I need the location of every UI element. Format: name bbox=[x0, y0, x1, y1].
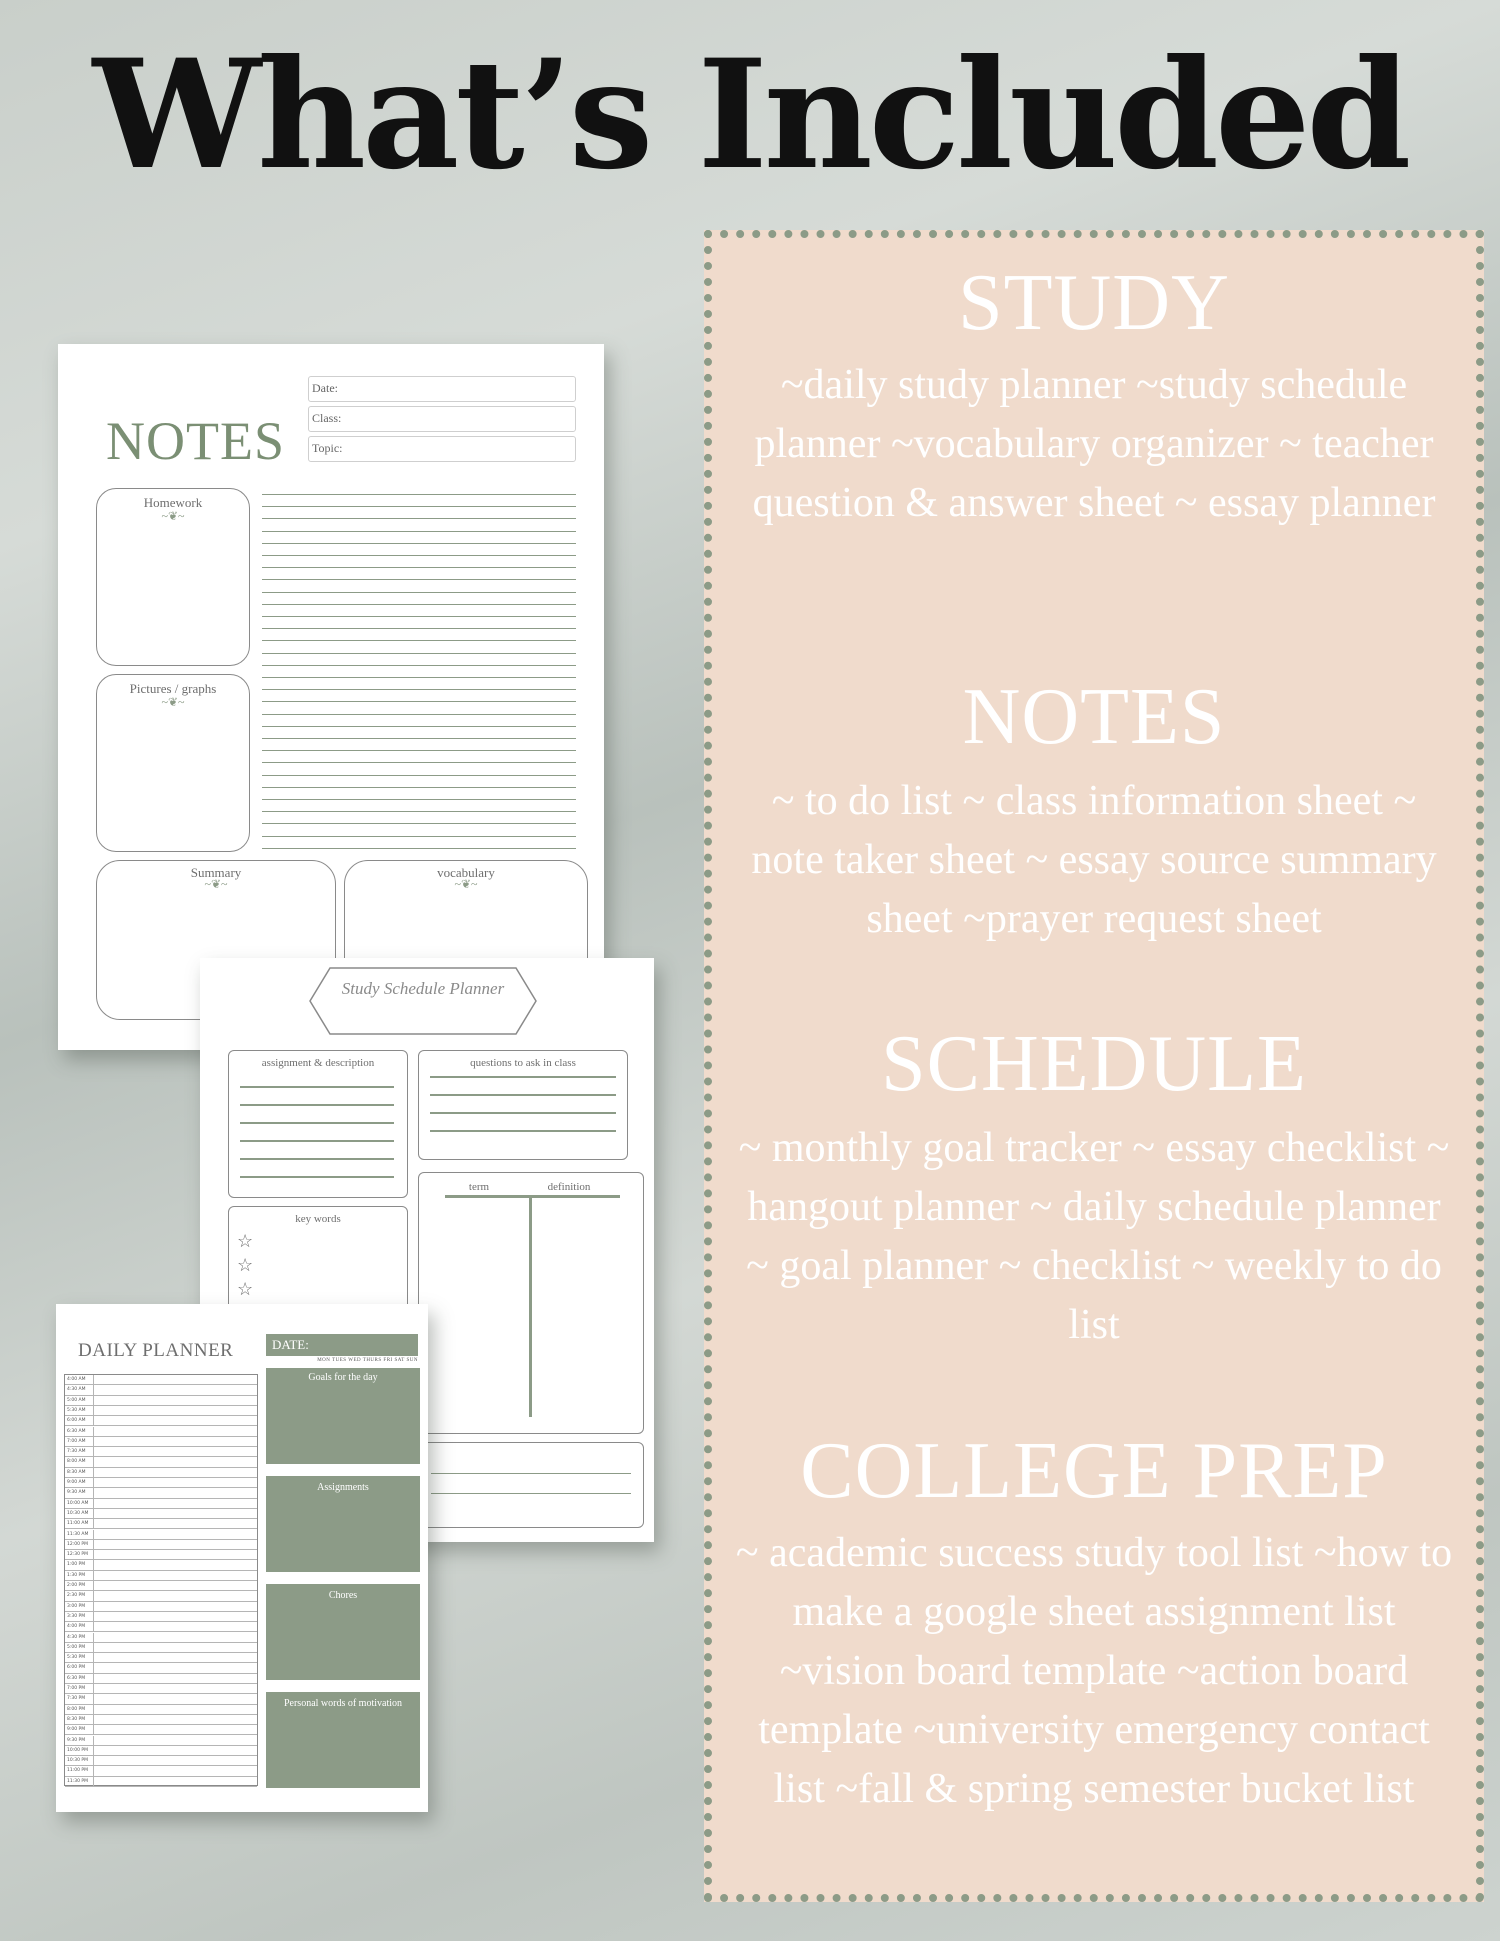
ruled-line bbox=[240, 1122, 394, 1124]
flourish-icon: ~❦~ bbox=[454, 877, 478, 891]
ruled-line bbox=[262, 604, 576, 605]
flourish-icon: ~❦~ bbox=[161, 509, 185, 523]
time-slot-row bbox=[65, 1519, 257, 1529]
time-slot-row bbox=[65, 1427, 257, 1437]
ruled-line bbox=[240, 1176, 394, 1178]
time-slot-label: 4:30 PM bbox=[67, 1634, 86, 1640]
time-slot-divider bbox=[93, 1519, 94, 1528]
time-slot-row bbox=[65, 1499, 257, 1509]
time-slot-row bbox=[65, 1591, 257, 1601]
time-slot-row bbox=[65, 1715, 257, 1725]
time-slot-label: 8:00 PM bbox=[67, 1706, 86, 1712]
time-slot-label: 11:00 AM bbox=[67, 1521, 89, 1527]
time-slot-divider bbox=[93, 1375, 94, 1384]
ruled-line bbox=[262, 592, 576, 593]
time-slot-row bbox=[65, 1416, 257, 1426]
included-list-panel bbox=[704, 230, 1484, 1902]
time-slot-label: 5:00 PM bbox=[67, 1644, 86, 1650]
flourish-icon: ~❦~ bbox=[204, 877, 228, 891]
time-slot-divider bbox=[93, 1756, 94, 1765]
star-icon: ☆ bbox=[237, 1255, 254, 1275]
time-slot-divider bbox=[93, 1447, 94, 1456]
time-slot-divider bbox=[93, 1581, 94, 1590]
notes-page-preview bbox=[58, 344, 604, 1050]
goals-box bbox=[266, 1368, 420, 1464]
time-slot-label: 3:30 PM bbox=[67, 1613, 86, 1619]
term-definition-box bbox=[418, 1172, 644, 1434]
time-slot-row bbox=[65, 1396, 257, 1406]
assignments-box bbox=[266, 1476, 420, 1572]
study-page-title: Study Schedule Planner bbox=[341, 979, 505, 998]
ruled-line bbox=[262, 738, 576, 739]
keywords-label: key words bbox=[295, 1213, 341, 1225]
study-heading: STUDY bbox=[958, 259, 1230, 347]
time-slot-label: 6:30 PM bbox=[67, 1675, 86, 1681]
time-slot-row bbox=[65, 1633, 257, 1643]
ruled-line bbox=[262, 811, 576, 812]
ruled-line bbox=[262, 616, 576, 617]
ruled-line bbox=[262, 518, 576, 519]
time-slot-row bbox=[65, 1756, 257, 1766]
ruled-line bbox=[262, 543, 576, 544]
pictures-label: Pictures / graphs bbox=[129, 681, 217, 696]
ruled-line bbox=[240, 1104, 394, 1106]
flourish-icon: ~❦~ bbox=[161, 695, 185, 709]
ruled-line bbox=[262, 836, 576, 837]
notes-page-title: NOTES bbox=[106, 411, 285, 471]
time-slot-divider bbox=[93, 1746, 94, 1755]
daily-planner-title: DAILY PLANNER bbox=[78, 1340, 234, 1361]
ruled-line bbox=[262, 506, 576, 507]
time-slot-label: 6:00 PM bbox=[67, 1665, 86, 1671]
ruled-line bbox=[430, 1112, 616, 1114]
time-slot-row bbox=[65, 1375, 257, 1385]
ruled-line bbox=[240, 1140, 394, 1142]
schedule-heading: SCHEDULE bbox=[881, 1020, 1307, 1108]
time-slot-divider bbox=[93, 1530, 94, 1539]
time-slot-label: 4:00 PM bbox=[67, 1624, 86, 1630]
ruled-line bbox=[262, 823, 576, 824]
time-slot-divider bbox=[93, 1591, 94, 1600]
time-slot-divider bbox=[93, 1622, 94, 1631]
time-slot-row bbox=[65, 1746, 257, 1756]
time-slot-label: 11:30 PM bbox=[67, 1778, 88, 1784]
assignments-label: Assignments bbox=[317, 1482, 369, 1493]
time-slot-label: 7:30 AM bbox=[67, 1449, 86, 1455]
ruled-line bbox=[240, 1158, 394, 1160]
time-slot-label: 9:00 AM bbox=[67, 1480, 86, 1485]
time-slot-row bbox=[65, 1777, 257, 1787]
time-slot-label: 8:30 AM bbox=[67, 1469, 86, 1475]
assignment-label: assignment & description bbox=[261, 1057, 375, 1069]
time-slot-row bbox=[65, 1550, 257, 1560]
ruled-line bbox=[262, 640, 576, 641]
time-slot-row bbox=[65, 1406, 257, 1416]
time-slot-divider bbox=[93, 1488, 94, 1497]
time-slot-divider bbox=[93, 1612, 94, 1621]
ruled-line bbox=[262, 665, 576, 666]
time-slot-divider bbox=[93, 1715, 94, 1724]
time-slot-divider bbox=[93, 1694, 94, 1703]
time-slot-divider bbox=[93, 1416, 94, 1425]
time-slot-label: 7:00 AM bbox=[67, 1438, 86, 1444]
time-slot-divider bbox=[93, 1406, 94, 1415]
ruled-line bbox=[262, 750, 576, 751]
date-field: Date: bbox=[308, 376, 576, 402]
time-slot-divider bbox=[93, 1468, 94, 1477]
motivation-box bbox=[266, 1692, 420, 1788]
ruled-line bbox=[430, 1130, 616, 1132]
time-slot-label: 7:00 PM bbox=[67, 1686, 86, 1691]
ruled-line bbox=[262, 787, 576, 788]
time-slot-divider bbox=[93, 1550, 94, 1559]
title-frame bbox=[308, 966, 538, 1036]
time-slot-row bbox=[65, 1612, 257, 1622]
bottom-box bbox=[418, 1442, 644, 1528]
time-slot-label: 11:30 AM bbox=[67, 1531, 89, 1537]
time-slot-divider bbox=[93, 1540, 94, 1549]
time-grid bbox=[64, 1374, 258, 1786]
column-divider bbox=[529, 1195, 532, 1417]
time-slot-row bbox=[65, 1457, 257, 1467]
time-slot-divider bbox=[93, 1643, 94, 1652]
ruled-line bbox=[262, 726, 576, 727]
time-slot-label: 2:00 PM bbox=[67, 1583, 86, 1588]
notes-heading: NOTES bbox=[962, 673, 1226, 761]
pictures-box bbox=[96, 674, 250, 852]
time-slot-divider bbox=[93, 1499, 94, 1508]
time-slot-label: 8:00 AM bbox=[67, 1459, 86, 1465]
time-slot-label: 12:00 PM bbox=[67, 1541, 88, 1547]
ruled-line bbox=[262, 567, 576, 568]
summary-label: Summary bbox=[190, 865, 242, 880]
ruled-line bbox=[262, 689, 576, 690]
time-slot-label: 5:30 AM bbox=[67, 1407, 86, 1413]
time-slot-label: 10:00 PM bbox=[67, 1747, 88, 1753]
schedule-items: ~ monthly goal tracker ~ essay checklist ~ hangout planner ~ daily schedule planner ~ goal planner ~ checklist ~ weekly to do list bbox=[738, 1125, 1450, 1348]
time-slot-row bbox=[65, 1725, 257, 1735]
time-slot-label: 6:00 AM bbox=[67, 1418, 86, 1424]
time-slot-divider bbox=[93, 1725, 94, 1734]
time-slot-label: 11:00 PM bbox=[67, 1768, 88, 1774]
time-slot-label: 6:30 AM bbox=[67, 1428, 86, 1434]
time-slot-divider bbox=[93, 1705, 94, 1714]
motivation-label: Personal words of motivation bbox=[283, 1698, 403, 1709]
time-slot-row bbox=[65, 1437, 257, 1447]
time-slot-label: 3:00 PM bbox=[67, 1603, 86, 1609]
time-slot-row bbox=[65, 1560, 257, 1570]
time-slot-row bbox=[65, 1684, 257, 1694]
time-slot-row bbox=[65, 1653, 257, 1663]
definition-label: definition bbox=[547, 1181, 591, 1193]
time-slot-divider bbox=[93, 1736, 94, 1745]
time-slot-divider bbox=[93, 1427, 94, 1436]
term-label: term bbox=[468, 1181, 490, 1193]
time-slot-row bbox=[65, 1385, 257, 1395]
date-label: DATE: bbox=[272, 1337, 309, 1352]
time-slot-label: 8:30 PM bbox=[67, 1716, 86, 1722]
topic-field: Topic: bbox=[308, 436, 576, 462]
time-slot-row bbox=[65, 1736, 257, 1746]
star-icon: ☆ bbox=[237, 1231, 254, 1251]
chores-label: Chores bbox=[328, 1590, 358, 1601]
time-slot-label: 4:30 AM bbox=[67, 1387, 86, 1393]
date-banner bbox=[266, 1334, 418, 1356]
questions-box bbox=[418, 1050, 628, 1160]
time-slot-divider bbox=[93, 1674, 94, 1683]
time-slot-divider bbox=[93, 1509, 94, 1518]
time-slot-divider bbox=[93, 1571, 94, 1580]
time-slot-label: 7:30 PM bbox=[67, 1696, 86, 1702]
time-slot-row bbox=[65, 1540, 257, 1550]
notes-items: ~ to do list ~ class information sheet ~ note taker sheet ~ essay source summary sheet ~prayer request sheet bbox=[751, 778, 1437, 942]
time-slot-divider bbox=[93, 1633, 94, 1642]
page-title: What’s Included bbox=[92, 27, 1408, 203]
header-rule bbox=[445, 1195, 620, 1198]
time-slot-divider bbox=[93, 1663, 94, 1672]
time-slot-row bbox=[65, 1766, 257, 1776]
time-slot-label: 9:30 AM bbox=[67, 1490, 86, 1496]
ruled-line bbox=[430, 1094, 616, 1096]
time-slot-row bbox=[65, 1509, 257, 1519]
time-slot-label: 4:00 AM bbox=[67, 1377, 86, 1382]
class-field: Class: bbox=[308, 406, 576, 432]
time-slot-row bbox=[65, 1488, 257, 1498]
time-slot-label: 10:30 PM bbox=[67, 1758, 88, 1764]
time-slot-row bbox=[65, 1468, 257, 1478]
homework-label: Homework bbox=[143, 495, 203, 510]
ruled-line bbox=[262, 555, 576, 556]
time-slot-divider bbox=[93, 1684, 94, 1693]
time-slot-divider bbox=[93, 1766, 94, 1775]
time-slot-row bbox=[65, 1581, 257, 1591]
time-slot-label: 2:30 PM bbox=[67, 1593, 86, 1599]
time-slot-divider bbox=[93, 1437, 94, 1446]
ruled-line bbox=[262, 531, 576, 532]
time-slot-row bbox=[65, 1663, 257, 1673]
goals-label: Goals for the day bbox=[308, 1372, 378, 1383]
ruled-line bbox=[262, 677, 576, 678]
ruled-line bbox=[262, 762, 576, 763]
time-slot-label: 5:00 AM bbox=[67, 1397, 86, 1403]
time-slot-divider bbox=[93, 1560, 94, 1569]
ruled-line bbox=[262, 628, 576, 629]
ruled-line bbox=[262, 701, 576, 702]
ruled-line bbox=[262, 579, 576, 580]
time-slot-label: 10:00 AM bbox=[67, 1500, 89, 1506]
time-slot-row bbox=[65, 1694, 257, 1704]
ruled-line bbox=[262, 714, 576, 715]
time-slot-label: 9:00 PM bbox=[67, 1727, 86, 1733]
ruled-line bbox=[240, 1086, 394, 1088]
time-slot-row bbox=[65, 1602, 257, 1612]
time-slot-row bbox=[65, 1478, 257, 1488]
vocabulary-label: vocabulary bbox=[437, 865, 495, 880]
time-slot-divider bbox=[93, 1478, 94, 1487]
time-slot-label: 10:30 AM bbox=[67, 1510, 89, 1516]
chores-box bbox=[266, 1584, 420, 1680]
time-slot-divider bbox=[93, 1396, 94, 1405]
time-slot-label: 1:30 PM bbox=[67, 1572, 86, 1578]
time-slot-label: 5:30 PM bbox=[67, 1655, 86, 1661]
star-icon: ☆ bbox=[237, 1279, 254, 1299]
time-slot-divider bbox=[93, 1457, 94, 1466]
questions-label: questions to ask in class bbox=[470, 1057, 576, 1069]
time-slot-label: 9:30 PM bbox=[67, 1737, 86, 1743]
time-slot-row bbox=[65, 1530, 257, 1540]
ruled-line bbox=[262, 653, 576, 654]
daily-planner-page-preview bbox=[56, 1304, 428, 1812]
weekday-labels: MON TUES WED THURS FRI SAT SUN bbox=[317, 1358, 418, 1363]
time-slot-divider bbox=[93, 1602, 94, 1611]
ruled-line bbox=[262, 799, 576, 800]
time-slot-label: 12:30 PM bbox=[67, 1552, 88, 1558]
time-slot-row bbox=[65, 1705, 257, 1715]
time-slot-label: 1:00 PM bbox=[67, 1562, 86, 1568]
ruled-line bbox=[262, 775, 576, 776]
college-prep-heading: COLLEGE PREP bbox=[800, 1427, 1388, 1515]
time-slot-row bbox=[65, 1622, 257, 1632]
ruled-line bbox=[430, 1076, 616, 1078]
homework-box bbox=[96, 488, 250, 666]
ruled-line bbox=[262, 494, 576, 495]
time-slot-divider bbox=[93, 1653, 94, 1662]
college-prep-items: ~ academic success study tool list ~how to make a google sheet assignment list ~vision board template ~action board template ~university emergency contact list ~fall & spring semester bucket list bbox=[735, 1530, 1453, 1812]
time-slot-divider bbox=[93, 1385, 94, 1394]
time-slot-row bbox=[65, 1643, 257, 1653]
time-slot-divider bbox=[93, 1777, 94, 1786]
ruled-line bbox=[262, 848, 576, 849]
time-slot-row bbox=[65, 1571, 257, 1581]
time-slot-row bbox=[65, 1674, 257, 1684]
study-items: ~daily study planner ~study schedule planner ~vocabulary organizer ~ teacher question & answer sheet ~ essay planner bbox=[752, 362, 1436, 526]
time-slot-row bbox=[65, 1447, 257, 1457]
